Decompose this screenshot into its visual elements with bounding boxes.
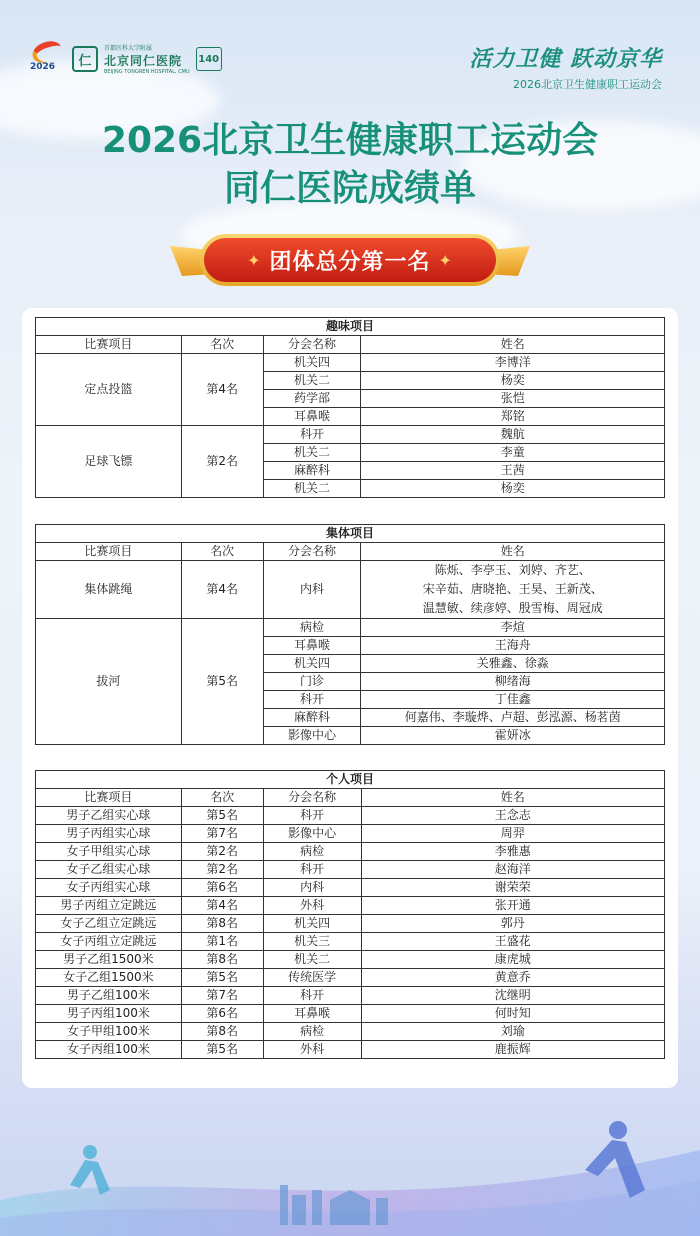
event-cell: 男子丙组立定跳远	[36, 897, 182, 915]
event-cell: 女子乙组1500米	[36, 969, 182, 987]
unit-cell: 科开	[263, 987, 361, 1005]
unit-cell: 科开	[263, 807, 361, 825]
table-row	[36, 1023, 665, 1041]
hospital-name-block	[104, 43, 190, 75]
rank-cell: 第8名	[181, 915, 263, 933]
col-rank: 名次	[181, 336, 263, 354]
rank-cell: 第8名	[181, 951, 263, 969]
rank-cell: 第8名	[181, 1023, 263, 1041]
col-rank: 名次	[181, 789, 263, 807]
table-row	[36, 915, 665, 933]
runner-left-icon	[70, 1145, 110, 1195]
unit-cell: 耳鼻喉	[263, 408, 361, 426]
unit-cell: 影像中心	[263, 825, 361, 843]
name-cell: 杨奕	[361, 480, 665, 498]
hospital-english: BEIJING TONGREN HOSPITAL, CMU	[104, 69, 190, 75]
table-row	[36, 861, 665, 879]
rank-cell: 第6名	[181, 879, 263, 897]
hospital-affiliation: 首都医科大学附属	[104, 45, 153, 52]
table-row	[36, 807, 665, 825]
col-event: 比赛项目	[36, 789, 182, 807]
name-cell	[361, 561, 665, 619]
event-cell: 拔河	[36, 619, 182, 745]
name-cell: 李博洋	[361, 354, 665, 372]
name-cell: 郑铭	[361, 408, 665, 426]
title-line-2: 同仁医院成绩单	[223, 168, 476, 209]
games-logo-year: 2026	[30, 62, 56, 72]
section-heading: 集体项目	[36, 525, 665, 543]
col-rank: 名次	[181, 543, 263, 561]
name-cell: 王海舟	[361, 637, 665, 655]
unit-cell: 机关四	[263, 655, 361, 673]
event-cell: 女子甲组100米	[36, 1023, 182, 1041]
collective-events-table	[35, 524, 665, 745]
event-cell: 男子乙组1500米	[36, 951, 182, 969]
table-row	[36, 879, 665, 897]
name-cell: 王茜	[361, 462, 665, 480]
event-cell: 女子丙组100米	[36, 1041, 182, 1059]
table-row	[36, 354, 665, 372]
event-cell: 定点投篮	[36, 354, 182, 426]
logo-group	[30, 42, 222, 76]
unit-cell: 药学部	[263, 390, 361, 408]
unit-cell: 外科	[263, 897, 361, 915]
event-cell: 女子丙组立定跳远	[36, 933, 182, 951]
section-heading: 个人项目	[36, 771, 665, 789]
name-cell: 李童	[361, 444, 665, 462]
footer-decoration	[0, 1090, 700, 1236]
table-row	[36, 933, 665, 951]
table-row	[36, 561, 665, 619]
slogan-main: 活力卫健 跃动京华	[469, 47, 662, 72]
unit-cell: 病检	[263, 843, 361, 861]
name-cell: 李雅惠	[361, 843, 665, 861]
rank-cell: 第6名	[181, 1005, 263, 1023]
event-cell: 集体跳绳	[36, 561, 182, 619]
col-name: 姓名	[361, 789, 665, 807]
unit-cell: 机关二	[263, 372, 361, 390]
col-name: 姓名	[361, 543, 665, 561]
slogan-sub: 2026北京卫生健康职工运动会	[513, 78, 662, 91]
col-event: 比赛项目	[36, 336, 182, 354]
unit-cell: 麻醉科	[263, 709, 361, 727]
games-logo-icon	[30, 42, 66, 76]
name-line: 陈烁、李亭玉、刘婷、齐艺、	[434, 563, 591, 577]
unit-cell: 机关二	[263, 480, 361, 498]
unit-cell: 病检	[263, 619, 361, 637]
unit-cell: 机关二	[263, 444, 361, 462]
event-cell: 女子丙组实心球	[36, 879, 182, 897]
unit-cell: 门诊	[263, 673, 361, 691]
rank-cell: 第2名	[181, 843, 263, 861]
event-cell: 足球飞镖	[36, 426, 182, 498]
table-row	[36, 825, 665, 843]
rank-cell: 第4名	[181, 897, 263, 915]
unit-cell: 内科	[263, 879, 361, 897]
table-header-row	[36, 543, 665, 561]
rank-cell: 第5名	[181, 1041, 263, 1059]
section-heading: 趣味项目	[36, 318, 665, 336]
name-cell: 沈继明	[361, 987, 665, 1005]
name-line: 温慧敏、续彦婷、殷雪梅、周冠成	[422, 601, 603, 615]
table-header-row	[36, 789, 665, 807]
unit-cell: 耳鼻喉	[263, 637, 361, 655]
table-row	[36, 969, 665, 987]
individual-events-table	[35, 770, 665, 1059]
event-cell: 男子丙组实心球	[36, 825, 182, 843]
name-cell: 魏航	[361, 426, 665, 444]
ribbon-frame	[200, 234, 500, 286]
name-cell: 柳绪海	[361, 673, 665, 691]
results-card	[22, 308, 678, 1088]
unit-cell: 科开	[263, 691, 361, 709]
col-unit: 分会名称	[263, 789, 361, 807]
fun-events-table	[35, 317, 665, 498]
name-cell: 刘瑜	[361, 1023, 665, 1041]
table-row	[36, 619, 665, 637]
star-icon: ✦	[438, 250, 453, 270]
col-name: 姓名	[361, 336, 665, 354]
name-cell: 郭丹	[361, 915, 665, 933]
unit-cell: 病检	[263, 1023, 361, 1041]
rank-cell: 第7名	[181, 987, 263, 1005]
rank-cell: 第7名	[181, 825, 263, 843]
table-header-row	[36, 336, 665, 354]
table-row	[36, 951, 665, 969]
col-unit: 分会名称	[263, 336, 361, 354]
unit-cell: 耳鼻喉	[263, 1005, 361, 1023]
unit-cell: 内科	[263, 561, 361, 619]
rank-cell: 第5名	[181, 807, 263, 825]
event-cell: 女子乙组立定跳远	[36, 915, 182, 933]
name-cell: 何嘉伟、李璇烨、卢超、彭泓源、杨茗茵	[361, 709, 665, 727]
ribbon-body	[204, 238, 496, 282]
rank-cell: 第2名	[181, 861, 263, 879]
unit-cell: 机关三	[263, 933, 361, 951]
unit-cell: 麻醉科	[263, 462, 361, 480]
event-cell: 女子甲组实心球	[36, 843, 182, 861]
name-cell: 赵海洋	[361, 861, 665, 879]
table-row	[36, 1041, 665, 1059]
table-row	[36, 1005, 665, 1023]
hospital-logo-icon: 仁	[72, 46, 98, 72]
ribbon-label: 团体总分第一名	[269, 249, 431, 275]
name-cell: 周羿	[361, 825, 665, 843]
unit-cell: 影像中心	[263, 727, 361, 745]
name-cell: 康虎城	[361, 951, 665, 969]
name-cell: 鹿振辉	[361, 1041, 665, 1059]
name-line: 宋辛茹、唐晓艳、王昊、王新茂、	[422, 582, 603, 596]
name-cell: 黄意乔	[361, 969, 665, 987]
name-cell: 张开通	[361, 897, 665, 915]
event-cell: 男子乙组100米	[36, 987, 182, 1005]
col-event: 比赛项目	[36, 543, 182, 561]
name-cell: 谢荣荣	[361, 879, 665, 897]
header	[0, 0, 700, 100]
rank-cell: 第4名	[181, 561, 263, 619]
name-cell: 王念志	[361, 807, 665, 825]
name-cell: 杨奕	[361, 372, 665, 390]
event-cell: 男子乙组实心球	[36, 807, 182, 825]
name-cell: 霍妍冰	[361, 727, 665, 745]
unit-cell: 科开	[263, 426, 361, 444]
hospital-name: 北京同仁医院	[104, 54, 183, 68]
unit-cell: 机关四	[263, 354, 361, 372]
name-cell: 李煊	[361, 619, 665, 637]
rank-cell: 第5名	[181, 619, 263, 745]
name-cell: 张恺	[361, 390, 665, 408]
unit-cell: 机关二	[263, 951, 361, 969]
name-cell: 何时知	[361, 1005, 665, 1023]
page-title	[0, 118, 700, 214]
rank-cell: 第5名	[181, 969, 263, 987]
star-icon: ✦	[247, 250, 262, 270]
unit-cell: 机关四	[263, 915, 361, 933]
rank-cell: 第4名	[181, 354, 263, 426]
table-row	[36, 987, 665, 1005]
rank-cell: 第1名	[181, 933, 263, 951]
title-line-1: 2026北京卫生健康职工运动会	[101, 120, 599, 161]
unit-cell: 科开	[263, 861, 361, 879]
name-cell: 丁佳鑫	[361, 691, 665, 709]
unit-cell: 传统医学	[263, 969, 361, 987]
name-cell: 王盛花	[361, 933, 665, 951]
event-cell: 男子丙组100米	[36, 1005, 182, 1023]
unit-cell: 外科	[263, 1041, 361, 1059]
event-cell: 女子乙组实心球	[36, 861, 182, 879]
anniversary-badge-icon: 140	[196, 47, 222, 71]
col-unit: 分会名称	[263, 543, 361, 561]
name-cell: 关雅鑫、徐淼	[361, 655, 665, 673]
table-row	[36, 426, 665, 444]
table-row	[36, 897, 665, 915]
rank-cell: 第2名	[181, 426, 263, 498]
table-row	[36, 843, 665, 861]
award-ribbon	[170, 232, 530, 290]
slogan	[469, 42, 662, 92]
